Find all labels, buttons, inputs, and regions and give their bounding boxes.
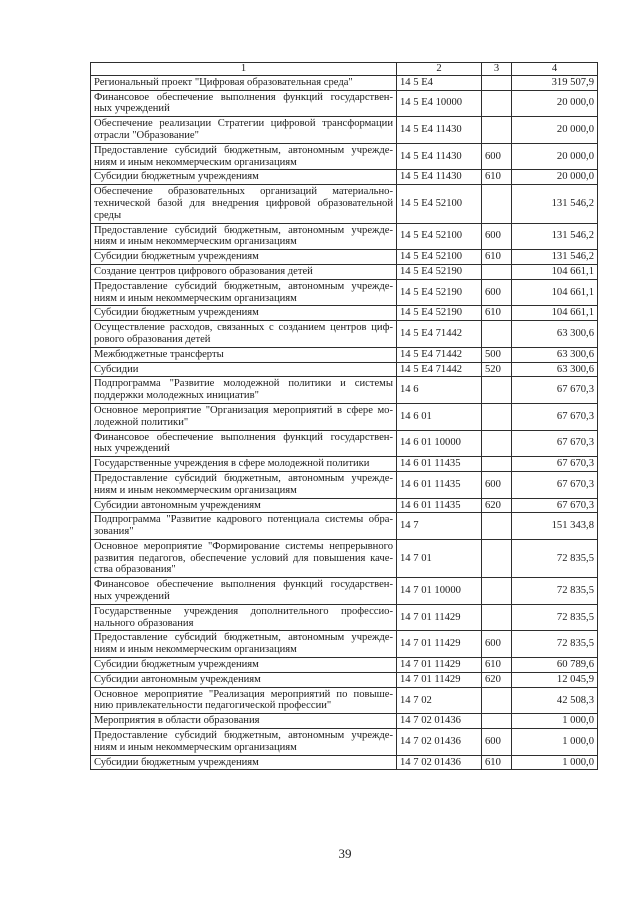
page-number: 39 — [338, 846, 352, 861]
code-cell: 14 5 E4 11430 — [397, 117, 482, 144]
type-cell: 610 — [482, 755, 512, 770]
type-cell — [482, 403, 512, 430]
amount-cell: 20 000,0 — [512, 117, 598, 144]
name-cell — [91, 631, 397, 658]
type-cell — [482, 264, 512, 279]
type-cell: 610 — [482, 658, 512, 673]
name-line: технической базой для внедрения цифровой образовательной — [94, 197, 393, 209]
table-row — [91, 672, 598, 687]
type-cell: 500 — [482, 347, 512, 362]
name-line: Создание центров цифрового образования детей — [94, 265, 313, 277]
type-cell — [482, 457, 512, 472]
amount-cell: 1 000,0 — [512, 729, 598, 756]
type-cell: 620 — [482, 672, 512, 687]
table-row — [91, 658, 598, 673]
name-cell — [91, 321, 397, 348]
name-line: Субсидии бюджетным учреждениям — [94, 756, 259, 768]
table-row — [91, 687, 598, 714]
header-cell-name: 1 — [91, 63, 397, 76]
header-cell-type: 3 — [482, 63, 512, 76]
type-cell — [482, 321, 512, 348]
name-cell — [91, 185, 397, 223]
name-line: Осуществление расходов, связанных с созданием центров циф- — [94, 322, 393, 334]
code-cell: 14 7 01 11429 — [397, 604, 482, 631]
amount-cell: 12 045,9 — [512, 672, 598, 687]
name-line: лодежной политики" — [94, 416, 189, 428]
amount-cell: 104 661,1 — [512, 306, 598, 321]
name-line: ниям и иным некоммерческим организациям — [94, 644, 297, 656]
table-row — [91, 362, 598, 377]
name-cell — [91, 457, 397, 472]
table-row — [91, 430, 598, 457]
type-cell — [482, 513, 512, 540]
name-line: Предоставление субсидий бюджетным, автономным учрежде- — [94, 224, 393, 236]
code-cell: 14 7 02 — [397, 687, 482, 714]
type-cell — [482, 714, 512, 729]
table-row — [91, 729, 598, 756]
type-cell: 600 — [482, 471, 512, 498]
name-cell — [91, 471, 397, 498]
name-line: рового образования детей — [94, 333, 211, 345]
name-line: Обеспечение реализации Стратегии цифровой трансформации — [94, 118, 393, 130]
name-cell — [91, 714, 397, 729]
code-cell: 14 7 01 11429 — [397, 672, 482, 687]
name-cell — [91, 604, 397, 631]
amount-cell: 67 670,3 — [512, 430, 598, 457]
amount-cell: 20 000,0 — [512, 143, 598, 170]
table-row — [91, 185, 598, 223]
table-row — [91, 143, 598, 170]
amount-cell: 67 670,3 — [512, 498, 598, 513]
name-line: ниям и иным некоммерческим организациям — [94, 484, 297, 496]
name-cell — [91, 658, 397, 673]
code-cell: 14 6 01 — [397, 403, 482, 430]
amount-cell: 67 670,3 — [512, 471, 598, 498]
name-line: поддержки молодежных инициатив" — [94, 390, 259, 402]
name-line: Государственные учреждения дополнительного профессио- — [94, 605, 393, 617]
name-cell — [91, 539, 397, 577]
name-line: Субсидии бюджетным учреждениям — [94, 659, 259, 671]
type-cell — [482, 539, 512, 577]
name-line: ниям и иным некоммерческим организациям — [94, 236, 297, 248]
code-cell: 14 6 01 10000 — [397, 430, 482, 457]
name-cell — [91, 143, 397, 170]
type-cell: 600 — [482, 223, 512, 250]
name-line: Межбюджетные трансферты — [94, 348, 224, 360]
type-cell — [482, 185, 512, 223]
table-row — [91, 347, 598, 362]
amount-cell: 1 000,0 — [512, 714, 598, 729]
budget-table — [90, 62, 598, 770]
type-cell — [482, 604, 512, 631]
table-row — [91, 457, 598, 472]
code-cell: 14 7 02 01436 — [397, 729, 482, 756]
table-row — [91, 513, 598, 540]
name-cell — [91, 250, 397, 265]
amount-cell: 20 000,0 — [512, 90, 598, 117]
name-cell — [91, 223, 397, 250]
amount-cell: 1 000,0 — [512, 755, 598, 770]
table-row — [91, 250, 598, 265]
name-line: ных учреждений — [94, 103, 170, 115]
name-cell — [91, 170, 397, 185]
name-line: Субсидии — [94, 363, 139, 375]
table-header-row — [91, 63, 598, 76]
name-line: Основное мероприятие "Формирование системы непрерывного — [94, 540, 393, 552]
code-cell: 14 6 01 11435 — [397, 498, 482, 513]
name-line: Предоставление субсидий бюджетным, автономным учрежде- — [94, 144, 393, 156]
code-cell: 14 5 E4 52190 — [397, 306, 482, 321]
name-line: Мероприятия в области образования — [94, 715, 260, 727]
name-line: Государственные учреждения в сфере молодежной политики — [94, 458, 370, 470]
amount-cell: 60 789,6 — [512, 658, 598, 673]
name-line: Предоставление субсидий бюджетным, автономным учрежде- — [94, 730, 393, 742]
name-line: ства образования" — [94, 564, 176, 576]
code-cell: 14 5 E4 10000 — [397, 90, 482, 117]
name-line: Предоставление субсидий бюджетным, автономным учрежде- — [94, 280, 393, 292]
name-cell — [91, 347, 397, 362]
amount-cell: 131 546,2 — [512, 185, 598, 223]
name-line: ных учреждений — [94, 443, 170, 455]
code-cell: 14 5 E4 52190 — [397, 279, 482, 306]
name-line: Предоставление субсидий бюджетным, автономным учрежде- — [94, 472, 393, 484]
name-cell — [91, 729, 397, 756]
code-cell: 14 6 01 11435 — [397, 457, 482, 472]
type-cell: 610 — [482, 170, 512, 185]
code-cell: 14 7 01 10000 — [397, 578, 482, 605]
amount-cell: 131 546,2 — [512, 250, 598, 265]
name-cell — [91, 279, 397, 306]
table-body — [91, 75, 598, 770]
table-row — [91, 377, 598, 404]
table-row — [91, 264, 598, 279]
name-cell — [91, 430, 397, 457]
code-cell: 14 7 02 01436 — [397, 755, 482, 770]
name-cell — [91, 513, 397, 540]
table-row — [91, 604, 598, 631]
amount-cell: 104 661,1 — [512, 279, 598, 306]
type-cell — [482, 430, 512, 457]
table-row — [91, 306, 598, 321]
name-cell — [91, 498, 397, 513]
type-cell: 620 — [482, 498, 512, 513]
header-cell-code: 2 — [397, 63, 482, 76]
table-row — [91, 117, 598, 144]
type-cell — [482, 117, 512, 144]
name-cell — [91, 362, 397, 377]
type-cell — [482, 90, 512, 117]
amount-cell: 67 670,3 — [512, 457, 598, 472]
type-cell — [482, 578, 512, 605]
name-line: ниям и иным некоммерческим организациям — [94, 156, 297, 168]
name-line: Субсидии бюджетным учреждениям — [94, 171, 259, 183]
type-cell: 600 — [482, 143, 512, 170]
amount-cell: 131 546,2 — [512, 223, 598, 250]
type-cell — [482, 377, 512, 404]
table-row — [91, 170, 598, 185]
name-cell — [91, 672, 397, 687]
name-line: ных учреждений — [94, 591, 170, 603]
name-cell — [91, 755, 397, 770]
type-cell: 600 — [482, 631, 512, 658]
code-cell: 14 7 01 11429 — [397, 658, 482, 673]
amount-cell: 63 300,6 — [512, 362, 598, 377]
name-line: Основное мероприятие "Организация мероприятий в сфере мо- — [94, 404, 393, 416]
name-line: развития педагогов, обеспечение условий для повышения каче- — [94, 552, 393, 564]
name-cell — [91, 90, 397, 117]
code-cell: 14 6 01 11435 — [397, 471, 482, 498]
table-row — [91, 498, 598, 513]
table-row — [91, 223, 598, 250]
name-line: Основное мероприятие "Реализация мероприятий по повыше- — [94, 688, 393, 700]
name-line: Финансовое обеспечение выполнения функций государствен- — [94, 431, 393, 443]
name-line: отрасли "Образование" — [94, 129, 199, 141]
type-cell: 520 — [482, 362, 512, 377]
name-line: зования" — [94, 526, 134, 538]
code-cell: 14 5 E4 71442 — [397, 347, 482, 362]
table-row — [91, 321, 598, 348]
code-cell: 14 5 E4 52100 — [397, 250, 482, 265]
code-cell: 14 5 E4 71442 — [397, 321, 482, 348]
amount-cell: 20 000,0 — [512, 170, 598, 185]
name-line: Субсидии бюджетным учреждениям — [94, 251, 259, 263]
name-line: Субсидии бюджетным учреждениям — [94, 307, 259, 319]
code-cell: 14 5 E4 11430 — [397, 143, 482, 170]
table-row — [91, 403, 598, 430]
name-line: Финансовое обеспечение выполнения функций государствен- — [94, 579, 393, 591]
code-cell: 14 7 — [397, 513, 482, 540]
name-line: Субсидии автономным учреждениям — [94, 499, 261, 511]
table-row — [91, 578, 598, 605]
amount-cell: 67 670,3 — [512, 377, 598, 404]
name-cell — [91, 377, 397, 404]
code-cell: 14 6 — [397, 377, 482, 404]
amount-cell: 72 835,5 — [512, 631, 598, 658]
table-row — [91, 755, 598, 770]
type-cell — [482, 687, 512, 714]
name-line: среды — [94, 209, 122, 221]
code-cell: 14 7 01 — [397, 539, 482, 577]
name-cell — [91, 687, 397, 714]
amount-cell: 72 835,5 — [512, 604, 598, 631]
code-cell: 14 5 E4 52100 — [397, 223, 482, 250]
name-line: Субсидии автономным учреждениям — [94, 673, 261, 685]
name-line: нию привлекательности педагогической профессии" — [94, 700, 332, 712]
table-row — [91, 90, 598, 117]
amount-cell: 67 670,3 — [512, 403, 598, 430]
table-row — [91, 471, 598, 498]
name-line: Предоставление субсидий бюджетным, автономным учрежде- — [94, 632, 393, 644]
type-cell: 610 — [482, 306, 512, 321]
name-cell — [91, 75, 397, 90]
code-cell: 14 7 01 11429 — [397, 631, 482, 658]
type-cell: 610 — [482, 250, 512, 265]
code-cell: 14 5 E4 52190 — [397, 264, 482, 279]
type-cell: 600 — [482, 729, 512, 756]
code-cell: 14 5 E4 — [397, 75, 482, 90]
name-line: Региональный проект "Цифровая образовательная среда" — [94, 76, 353, 88]
code-cell: 14 5 E4 11430 — [397, 170, 482, 185]
amount-cell: 72 835,5 — [512, 539, 598, 577]
name-cell — [91, 578, 397, 605]
amount-cell: 63 300,6 — [512, 321, 598, 348]
amount-cell: 72 835,5 — [512, 578, 598, 605]
name-line: Финансовое обеспечение выполнения функций государствен- — [94, 91, 393, 103]
table-row — [91, 714, 598, 729]
code-cell: 14 7 02 01436 — [397, 714, 482, 729]
amount-cell: 63 300,6 — [512, 347, 598, 362]
name-cell — [91, 264, 397, 279]
name-line: Обеспечение образовательных организаций материально- — [94, 186, 393, 198]
table-row — [91, 539, 598, 577]
name-cell — [91, 403, 397, 430]
name-line: нального образования — [94, 617, 194, 629]
table-row — [91, 279, 598, 306]
name-line: Подпрограмма "Развитие кадрового потенциала системы обра- — [94, 514, 393, 526]
table-row — [91, 75, 598, 90]
type-cell: 600 — [482, 279, 512, 306]
type-cell — [482, 75, 512, 90]
code-cell: 14 5 E4 71442 — [397, 362, 482, 377]
name-line: ниям и иным некоммерческим организациям — [94, 292, 297, 304]
code-cell: 14 5 E4 52100 — [397, 185, 482, 223]
header-cell-amount: 4 — [512, 63, 598, 76]
amount-cell: 104 661,1 — [512, 264, 598, 279]
table-row — [91, 631, 598, 658]
name-line: ниям и иным некоммерческим организациям — [94, 741, 297, 753]
amount-cell: 42 508,3 — [512, 687, 598, 714]
name-cell — [91, 117, 397, 144]
name-cell — [91, 306, 397, 321]
amount-cell: 319 507,9 — [512, 75, 598, 90]
name-line: Подпрограмма "Развитие молодежной политики и системы — [94, 378, 393, 390]
amount-cell: 151 343,8 — [512, 513, 598, 540]
